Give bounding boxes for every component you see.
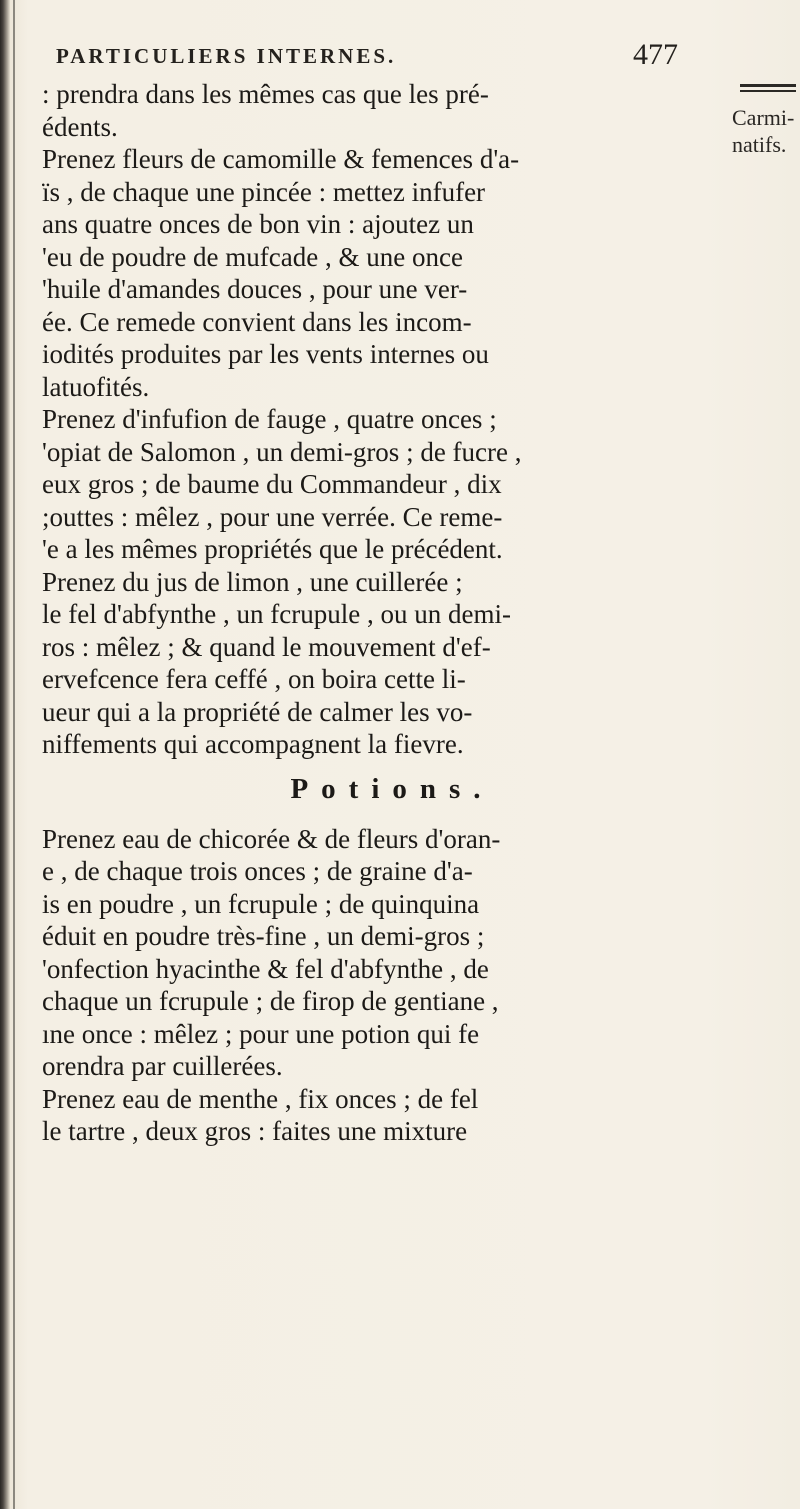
text-line: 'onfection hyacinthe & fel d'abfynthe , de <box>42 953 489 984</box>
margin-note <box>732 84 800 158</box>
margin-rule <box>740 84 796 87</box>
text-line: 'huile d'amandes douces , pour une ver- <box>42 274 468 304</box>
text-line: chaque un fcrupule ; de firop de gentiane , <box>42 986 499 1016</box>
margin-note-line-1: Carmi- <box>732 105 795 130</box>
text-line: ros : mêlez ; & quand le mouvement d'ef- <box>42 631 491 662</box>
running-head: PARTICULIERS INTERNES. <box>56 44 397 68</box>
text-line: édents. <box>42 111 118 142</box>
text-line: Prenez d'infufion de fauge , quatre onces ; <box>42 404 497 434</box>
text-line: Prenez du jus de limon , une cuillerée ; <box>42 566 463 597</box>
text-line: orendra par cuillerées. <box>42 1051 283 1081</box>
text-line: ée. Ce remede convient dans les incom- <box>42 306 472 337</box>
text-line: ans quatre onces de bon vin : ajoutez un <box>42 209 474 239</box>
text-line: éduit en poudre très-fine , un demi-gros ; <box>42 921 485 951</box>
page-gutter-shadow <box>0 0 10 1509</box>
text-line: e , de chaque trois onces ; de graine d'a- <box>42 856 473 886</box>
text-line: eux gros ; de baume du Commandeur , dix <box>42 469 502 499</box>
text-line: 'e a les mêmes propriétés que le précédent. <box>42 534 503 564</box>
text-line: is en poudre , un fcrupule ; de quinquina <box>42 888 480 919</box>
margin-note-line-2: natifs. <box>732 132 787 157</box>
text-line: ıne once : mêlez ; pour une potion qui fe <box>42 1018 480 1049</box>
margin-rule-thin <box>740 90 796 92</box>
text-line: iodités produites par les vents internes ou <box>42 339 489 369</box>
section-heading: Potions. <box>290 772 494 805</box>
text-line: ïs , de chaque une pincée : mettez infufer <box>42 176 486 207</box>
text-line: Prenez eau de chicorée & de fleurs d'oran- <box>42 823 501 854</box>
text-line: latuofités. <box>42 371 150 402</box>
text-line: le fel d'abfynthe , un fcrupule , ou un demi- <box>42 599 511 629</box>
gutter-rule <box>13 0 15 1509</box>
text-line: 'eu de poudre de mufcade , & une once <box>42 241 463 272</box>
text-line: Prenez fleurs de camomille & femences d'a- <box>42 144 520 174</box>
text-line: Prenez eau de menthe , fix onces ; de fel <box>42 1083 479 1114</box>
text-line: 'opiat de Salomon , un demi-gros ; de fucre , <box>42 436 522 467</box>
text-line: niffements qui accompagnent la fievre. <box>42 729 464 759</box>
body-text <box>42 78 722 1148</box>
text-line: : prendra dans les mêmes cas que les pré- <box>42 79 489 109</box>
text-line: le tartre , deux gros : faites une mixture <box>42 1116 468 1146</box>
page-number: 477 <box>633 38 678 71</box>
text-line: ;outtes : mêlez , pour une verrée. Ce reme- <box>42 501 503 532</box>
text-line: ervefcence fera ceffé , on boira cette li- <box>42 664 466 694</box>
text-line: ueur qui a la propriété de calmer les vo- <box>42 696 473 727</box>
page-header <box>50 40 726 76</box>
